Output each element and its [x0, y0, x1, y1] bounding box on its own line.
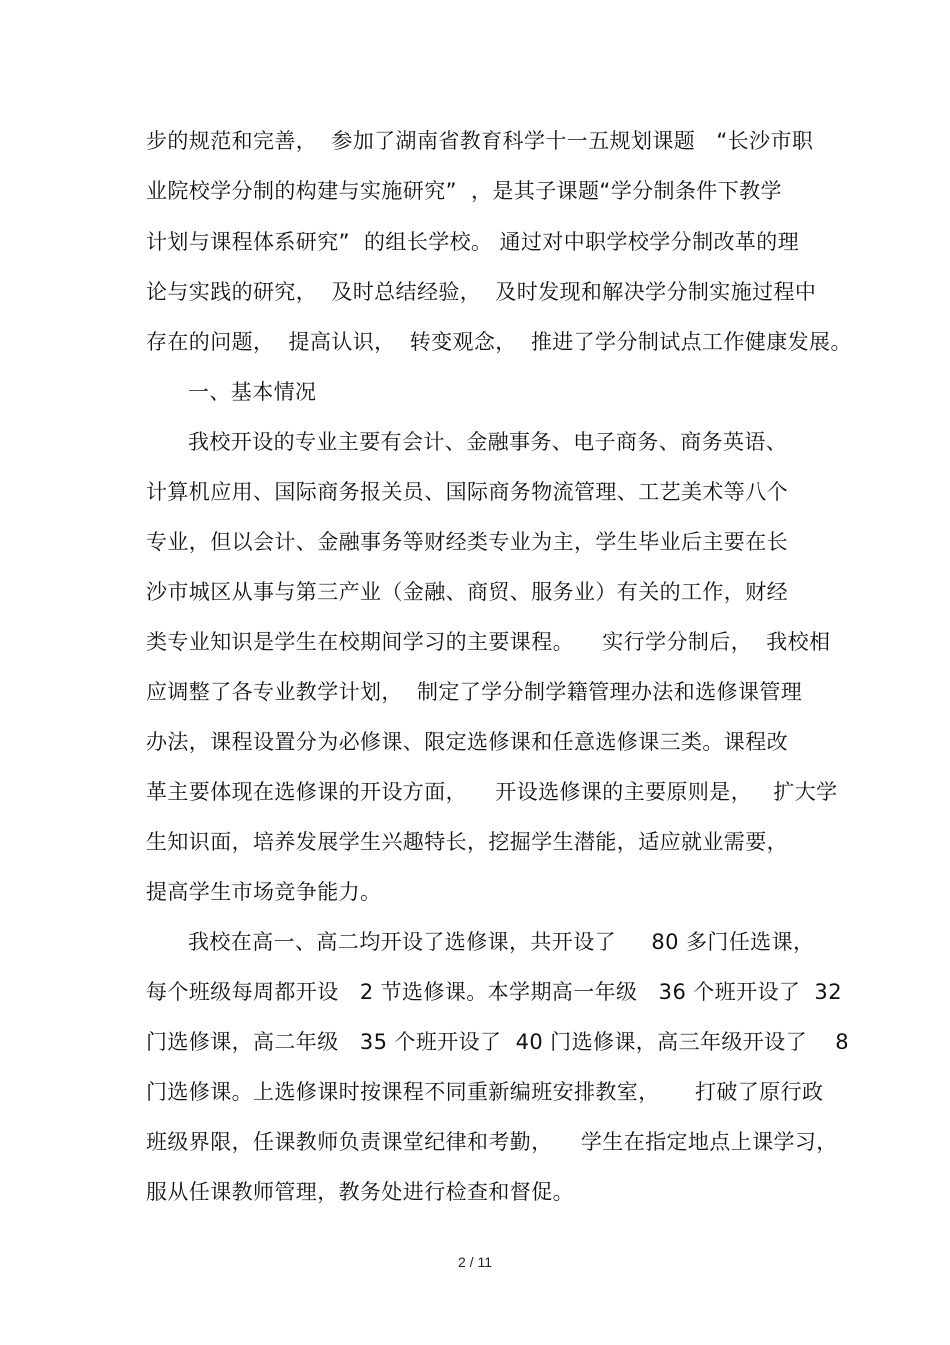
- paragraph-line: 门选修课，高二年级 35 个班开设了 40 门选修课，高三年级开设了 8: [146, 1030, 850, 1054]
- paragraph-line: 类专业知识是学生在校期间学习的主要课程。 实行学分制后， 我校相: [146, 630, 831, 654]
- paragraph-line: 论与实践的研究， 及时总结经验， 及时发现和解决学分制实施过程中: [146, 280, 817, 304]
- paragraph-line: 服从任课教师管理，教务处进行检查和督促。: [146, 1180, 574, 1204]
- paragraph-line: 门选修课。上选修课时按课程不同重新编班安排教室， 打破了原行政: [146, 1080, 824, 1104]
- paragraph-line: 每个班级每周都开设 2 节选修课。本学期高一年级 36 个班开设了 32: [146, 980, 842, 1004]
- page-number: 2 / 11: [458, 1254, 492, 1270]
- section-heading: 一、基本情况: [188, 380, 317, 404]
- paragraph-line: 专业，但以会计、金融事务等财经类专业为主，学生毕业后主要在长: [146, 530, 788, 554]
- paragraph-line: 计算机应用、国际商务报关员、国际商务物流管理、工艺美术等八个: [146, 480, 788, 504]
- paragraph-line: 提高学生市场竞争能力。: [146, 880, 382, 904]
- paragraph-line: 班级界限，任课教师负责课堂纪律和考勤， 学生在指定地点上课学习，: [146, 1130, 838, 1154]
- paragraph-line: 沙市城区从事与第三产业（金融、商贸、服务业）有关的工作，财经: [146, 580, 788, 604]
- paragraph-line: 计划与课程体系研究” 的组长学校。 通过对中职学校学分制改革的理: [146, 230, 800, 254]
- paragraph-line: 存在的问题， 提高认识， 转变观念， 推进了学分制试点工作健康发展。: [146, 330, 852, 354]
- paragraph-line: 我校在高一、高二均开设了选修课，共开设了 80 多门任选课，: [188, 930, 815, 954]
- paragraph-line: 办法，课程设置分为必修课、限定选修课和任意选修课三类。课程改: [146, 730, 788, 754]
- paragraph-line: 革主要体现在选修课的开设方面， 开设选修课的主要原则是， 扩大学: [146, 780, 838, 804]
- paragraph-line: 我校开设的专业主要有会计、金融事务、电子商务、商务英语、: [188, 430, 788, 454]
- paragraph-line: 生知识面，培养发展学生兴趣特长，挖掘学生潜能，适应就业需要，: [146, 830, 788, 854]
- paragraph-line: 应调整了各专业教学计划， 制定了学分制学籍管理办法和选修课管理: [146, 680, 803, 704]
- paragraph-line: 业院校学分制的构建与实施研究” ，是其子课题“学分制条件下教学: [146, 179, 782, 203]
- paragraph-line: 步的规范和完善， 参加了湖南省教育科学十一五规划课题 “长沙市职: [146, 129, 814, 153]
